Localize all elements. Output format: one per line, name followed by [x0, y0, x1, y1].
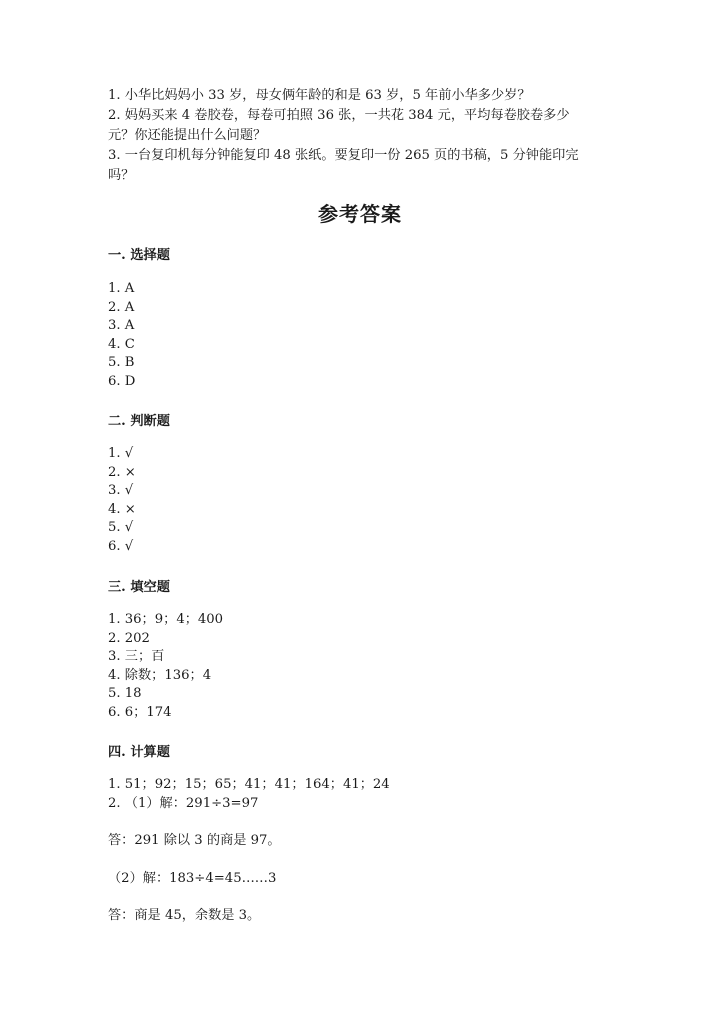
section-heading-choice: 一. 选择题 [108, 248, 170, 263]
list-item: 2. （1）解：291÷3=97 [108, 795, 259, 811]
list-item: 4. 除数；136；4 [108, 667, 212, 683]
problem-line: 吗？ [108, 168, 135, 183]
calc-answer-list [108, 776, 390, 813]
list-item: 3. A [108, 318, 135, 334]
list-item: 1. √ [108, 446, 134, 461]
list-item: 4. × [108, 501, 136, 517]
problem-line: 3. 一台复印机每分钟能复印 48 张纸。要复印一份 265 页的书稿，5 分钟能印完 [108, 148, 579, 163]
problem-line: 元？你还能提出什么问题？ [108, 128, 267, 143]
list-item: 5. 18 [108, 686, 142, 702]
calc-answer-1: 答：291 除以 3 的商是 97。 [108, 833, 281, 848]
list-item: 5. √ [108, 520, 134, 536]
section-heading-judge: 二. 判断题 [108, 414, 170, 429]
word-problems [108, 86, 618, 186]
list-item: 6. 6；174 [108, 704, 172, 720]
list-item: 2. × [108, 464, 136, 480]
calc-part-2: （2）解：183÷4=45……3 [108, 871, 277, 886]
section-heading-calc: 四. 计算题 [108, 745, 170, 760]
fill-answer-list [108, 611, 223, 723]
list-item: 2. A [108, 299, 135, 315]
list-item: 3. √ [108, 483, 134, 499]
list-item: 1. 51；92；15；65；41；41；164；41；24 [108, 777, 390, 792]
list-item: 2. 202 [108, 630, 150, 646]
list-item: 6. D [108, 373, 136, 389]
list-item: 6. √ [108, 538, 134, 554]
judge-answer-list [108, 445, 136, 557]
list-item: 3. 三；百 [108, 649, 165, 665]
problem-line: 1. 小华比妈妈小 33 岁，母女俩年龄的和是 63 岁，5 年前小华多少岁？ [108, 88, 531, 103]
problem-line: 2. 妈妈买来 4 卷胶卷，每卷可拍照 36 张，一共花 384 元，平均每卷胶卷多少 [108, 108, 570, 123]
section-heading-fill: 三. 填空题 [108, 580, 170, 595]
list-item: 4. C [108, 336, 135, 352]
calc-answer-2: 答：商是 45，余数是 3。 [108, 908, 261, 923]
page-title: 参考答案 [318, 202, 402, 226]
list-item: 5. B [108, 355, 135, 371]
choice-answer-list [108, 280, 135, 392]
list-item: 1. A [108, 281, 135, 296]
list-item: 1. 36；9；4；400 [108, 612, 224, 627]
